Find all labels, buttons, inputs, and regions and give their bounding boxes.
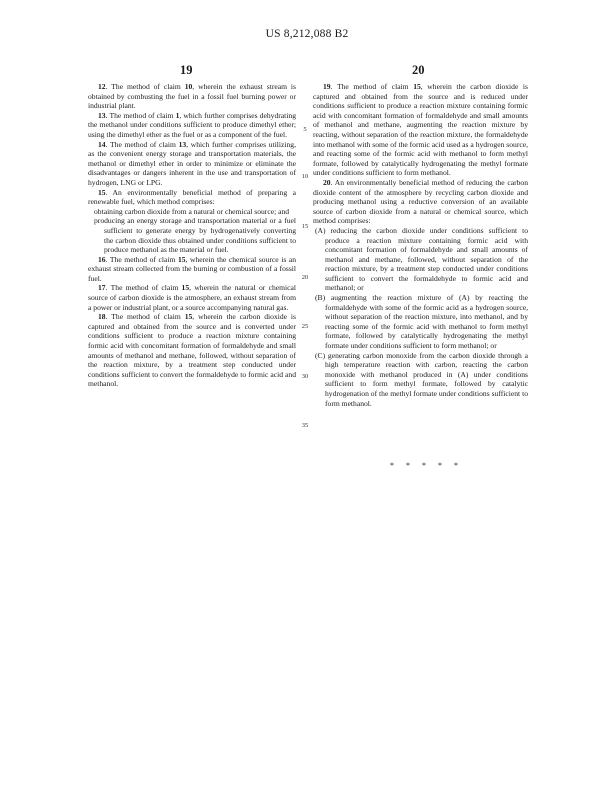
patent-number: US 8,212,088 B2 bbox=[265, 28, 349, 40]
claim-reference: 15 bbox=[181, 283, 190, 293]
page-number-right: 20 bbox=[412, 63, 425, 77]
claim-step: obtaining carbon dioxide from a natural or chemical source; and bbox=[94, 206, 290, 216]
claim-number: 20 bbox=[323, 177, 331, 187]
line-number: 25 bbox=[301, 323, 309, 330]
claim-number: 15 bbox=[98, 187, 106, 197]
claim-number: 17 bbox=[98, 283, 106, 293]
left-column bbox=[88, 82, 296, 389]
claim-17: 17. The method of claim 15, wherein the natural or chemical source of carbon dioxide is the atmosphere, an exhaust stream from a power or industrial plant, or a source accompanying natural gas. bbox=[88, 283, 296, 312]
claim-13: 13. The method of claim 1, which further comprises dehydrating the methanol under conditions sufficient to produce dimethyl ether; using the dimethyl ether as the fuel or as a component of the fuel. bbox=[88, 110, 296, 139]
claim-reference: 1 bbox=[175, 110, 180, 120]
claim-number: 14 bbox=[98, 139, 106, 149]
claim-14: 14. The method of claim 13, which further comprises utilizing, as the convenient energy storage and transportation materials, the methanol or dimethyl ether in order to minimize or eliminate the disadvantages or dangers inherent in the use and transportation of hydrogen, LNG or LPG. bbox=[88, 139, 297, 187]
claim-reference: 15 bbox=[184, 312, 193, 322]
claim-number: 16 bbox=[98, 254, 106, 264]
claim-reference: 15 bbox=[413, 82, 421, 91]
claim-number: 13 bbox=[98, 110, 106, 120]
line-number: 15 bbox=[301, 223, 309, 230]
claim-15: 15. An environmentally beneficial method of preparing a renewable fuel, which method comprises: bbox=[88, 187, 296, 207]
claim-16: 16. The method of claim 15, wherein the chemical source is an exhaust stream collected from the burning or combustion of a fossil fuel. bbox=[88, 254, 297, 283]
line-number: 10 bbox=[301, 173, 309, 180]
claim-20: 20. An environmentally beneficial method of reducing the carbon dioxide content of the atmosphere by recycling carbon dioxide and producing methanol using a reductive conversion of an available source of carbon dioxide from a natural or chemical source, which method comprises: bbox=[313, 177, 528, 226]
claim-step: (C) generating carbon monoxide from the carbon dioxide through a high temperature reaction with carbon, reacting the carbon monoxide with methanol produced in (A) under conditions sufficient to form methyl formate, followed by catalytic hydrogenation of the methyl formate under conditions sufficient to form methanol. bbox=[315, 350, 528, 408]
claim-reference: 10 bbox=[184, 82, 193, 91]
claim-reference: 15 bbox=[177, 254, 186, 264]
right-column bbox=[313, 82, 528, 408]
claim-step: producing an energy storage and transportation material or a fuel sufficient to generate energy by hydrogenatively converting the carbon dioxide thus obtained under conditions sufficient to produce methanol as the material or fuel. bbox=[94, 216, 296, 255]
line-number: 5 bbox=[303, 126, 307, 133]
claim-reference: 13 bbox=[178, 139, 187, 149]
claim-step: (B) augmenting the reaction mixture of (A) by reacting the formaldehyde with some of the formic acid as a hydrogen source, without separation of the reaction mixture, into methanol, and by reacting some of the formic acid with methanol to form methyl formate, followed by catalytically hydrogenating the methyl formate under conditions sufficient to form methanol; or bbox=[315, 293, 528, 351]
claim-number: 18 bbox=[98, 312, 106, 322]
page-number-left: 19 bbox=[180, 63, 193, 77]
claim-number: 19 bbox=[323, 82, 331, 91]
claim-12: 12. The method of claim 10, wherein the exhaust stream is obtained by combusting the fuel in a fossil fuel burning power or industrial plant. bbox=[88, 82, 296, 111]
claim-19: 19. The method of claim 15, wherein the carbon dioxide is captured and obtained from the source and is reduced under conditions sufficient to produce a reaction mixture containing formic acid with concomitant formation of formaldehyde and small amounts of methanol and methane, augmenting the reaction mixture by reacting, without separation of the reaction mixture, the formaldehyde into methanol with some of the formic acid used as a hydrogen source, and reacting some of the formic acid with methanol to form methyl formate, followed by catalytically hydrogenating the methyl formate under conditions sufficient to form methanol. bbox=[313, 82, 528, 178]
line-number: 30 bbox=[301, 373, 309, 380]
claim-number: 12 bbox=[98, 82, 106, 91]
line-number: 20 bbox=[301, 274, 309, 281]
claim-step: (A) reducing the carbon dioxide under conditions sufficient to produce a reaction mixture containing formic acid with concomitant formation of formaldehyde and small amounts of methanol and methane, followed, without separation of the reaction mixture, by a treatment step conducted under conditions sufficient to convert the formaldehyde to formic acid and methanol; or bbox=[315, 225, 528, 293]
end-of-document-mark: * * * * * bbox=[390, 461, 463, 470]
line-number: 35 bbox=[301, 422, 309, 429]
claim-18: 18. The method of claim 15, wherein the carbon dioxide is captured and obtained from the source and is converted under conditions sufficient to produce a reaction mixture containing formic acid with concomitant formation of formaldehyde and small amounts of methanol and methane, followed, without separation of the reaction mixture, by a treatment step conducted under conditions sufficient to convert the formaldehyde to formic acid and methanol. bbox=[88, 312, 296, 389]
